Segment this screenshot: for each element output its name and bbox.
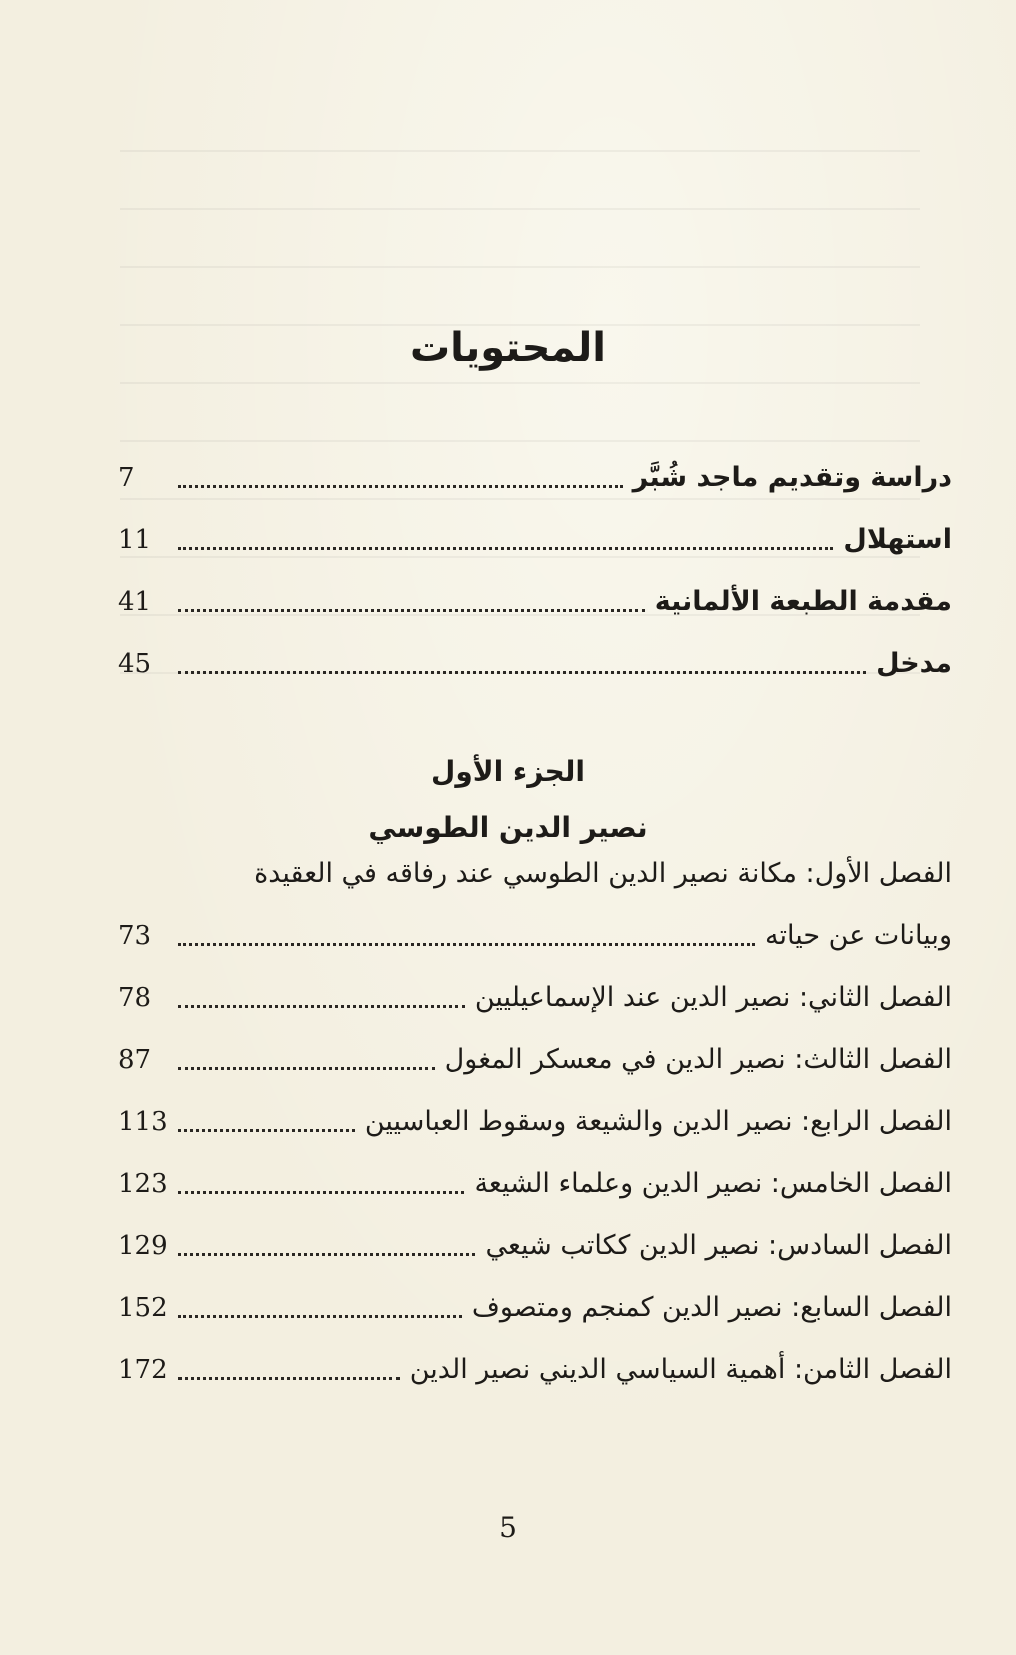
toc-entry-label: الفصل السابع: نصير الدين كمنجم ومتصوف — [471, 1292, 952, 1323]
toc-entry-label: مقدمة الطبعة الألمانية — [654, 586, 952, 617]
toc-entry-page: 172 — [118, 1355, 168, 1385]
toc-entry-label: الفصل السادس: نصير الدين ككاتب شيعي — [485, 1230, 952, 1261]
toc-entry-page: 152 — [118, 1293, 168, 1323]
leader-dots — [178, 1315, 462, 1318]
toc-entry-label: الفصل الرابع: نصير الدين والشيعة وسقوط العباسيين — [364, 1106, 952, 1137]
leader-dots — [178, 485, 623, 488]
toc-entry-page: 41 — [118, 587, 152, 617]
leader-dots — [178, 943, 755, 946]
toc-entry-page: 11 — [118, 525, 152, 555]
leader-dots — [178, 547, 833, 550]
toc-entry-chapter-6[interactable] — [118, 1216, 952, 1266]
toc-entry-page: 113 — [118, 1107, 168, 1137]
toc-entry-chapter-4[interactable] — [118, 1092, 952, 1142]
toc-entry-page: 7 — [118, 463, 135, 493]
toc-entry-chapter-1-line-1[interactable] — [118, 844, 952, 894]
part-subtitle: نصير الدين الطوسي — [368, 811, 648, 844]
toc-entry-label: استهلال — [843, 524, 952, 555]
toc-entry-label: مدخل — [876, 648, 952, 679]
toc-entry-chapter-3[interactable] — [118, 1030, 952, 1080]
part-heading: الجزء الأول — [431, 755, 585, 788]
leader-dots — [178, 1067, 435, 1070]
toc-entry-page: 123 — [118, 1169, 168, 1199]
toc-entry-page: 73 — [118, 921, 152, 951]
toc-entry-label: الفصل الأول: مكانة نصير الدين الطوسي عند رفاقه في العقيدة — [254, 858, 952, 889]
toc-entry-german-preface[interactable] — [118, 572, 952, 622]
toc-entry-chapter-5[interactable] — [118, 1154, 952, 1204]
toc-entry-label: الفصل الثامن: أهمية السياسي الديني نصير الدين — [409, 1354, 952, 1385]
toc-entry-label: وبيانات عن حياته — [765, 920, 952, 951]
toc-entry-label: الفصل الثاني: نصير الدين عند الإسماعيليين — [474, 982, 952, 1013]
leader-dots — [178, 671, 866, 674]
contents-title: المحتويات — [409, 325, 606, 371]
leader-dots — [178, 609, 645, 612]
toc-entry-chapter-7[interactable] — [118, 1278, 952, 1328]
toc-entry-page: 129 — [118, 1231, 168, 1261]
toc-entry-label: الفصل الثالث: نصير الدين في معسكر المغول — [444, 1044, 952, 1075]
leader-dots — [178, 1129, 355, 1132]
toc-entry-label: الفصل الخامس: نصير الدين وعلماء الشيعة — [474, 1168, 952, 1199]
toc-entry-page: 78 — [118, 983, 152, 1013]
toc-entry-chapter-1-line-2[interactable] — [118, 906, 952, 956]
leader-dots — [178, 1191, 464, 1194]
page-number: 5 — [499, 1511, 517, 1544]
leader-dots — [178, 1377, 400, 1380]
toc-entry-prologue[interactable] — [118, 510, 952, 560]
toc-entry-chapter-8[interactable] — [118, 1340, 952, 1390]
toc-entry-page: 87 — [118, 1045, 152, 1075]
toc-entry-label: دراسة وتقديم ماجد شُبَّر — [632, 462, 952, 493]
leader-dots — [178, 1005, 465, 1008]
toc-entry-study-introduction[interactable] — [118, 448, 952, 498]
toc-entry-introduction[interactable] — [118, 634, 952, 684]
toc-entry-chapter-2[interactable] — [118, 968, 952, 1018]
leader-dots — [178, 1253, 475, 1256]
toc-entry-page: 45 — [118, 649, 152, 679]
